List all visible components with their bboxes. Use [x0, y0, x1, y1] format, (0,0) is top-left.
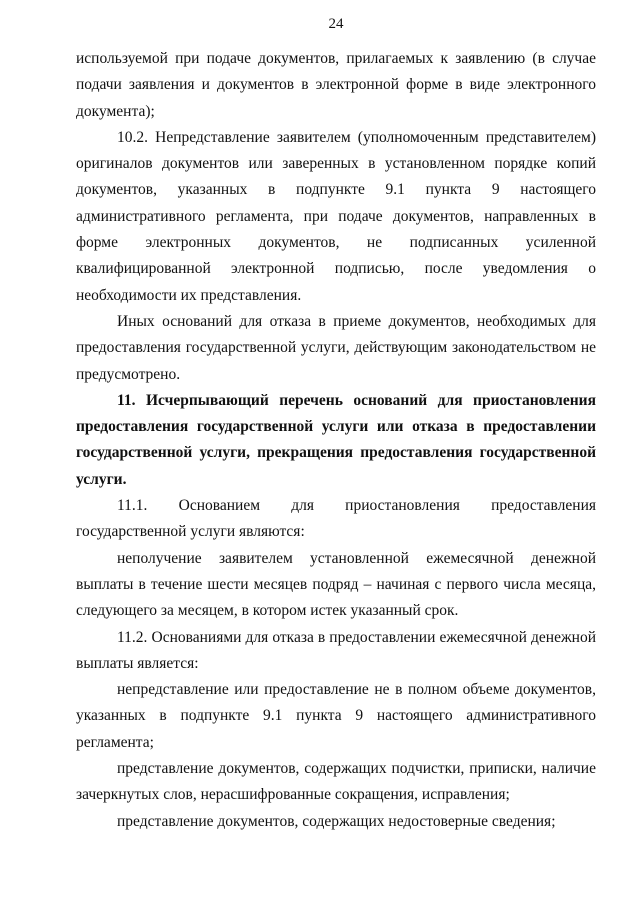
paragraph-11-2: 11.2. Основаниями для отказа в предоставлении ежемесячной денежной выплаты является: [76, 628, 596, 672]
paragraph-11-1: 11.1. Основанием для приостановления предоставления государственной услуги являются: [76, 497, 596, 541]
document-page [76, 14, 596, 835]
paragraph-refusal-ground-3: представление документов, содержащих недостоверные сведения; [117, 812, 556, 830]
page-number: 24 [328, 16, 344, 32]
paragraph-10-2: 10.2. Непредставление заявителем (уполномоченным представителем) оригиналов документов или заверенных в установленном порядке копий документов, указанных в подпункте 9.1 пункта 9 настоящего административного регламента, при подаче документов, направленных в форме электронных документов, не подписанных усиленной квалифицированной электронной подписью, после уведомления о необходимости их представления. [76, 128, 596, 304]
paragraph-no-other-grounds: Иных оснований для отказа в приеме документов, необходимых для предоставления государственной услуги, действующим законодательством не предусмотрено. [76, 312, 596, 383]
paragraph-refusal-ground-2: представление документов, содержащих подчистки, приписки, наличие зачеркнутых слов, нерасшифрованные сокращения, исправления; [76, 760, 596, 804]
paragraph-suspension-ground: неполучение заявителем установленной ежемесячной денежной выплаты в течение шести месяцев подряд – начиная с первого числа месяца, следующего за месяцем, в котором истек указанный срок. [76, 549, 596, 620]
paragraph-continuation: используемой при подаче документов, прилагаемых к заявлению (в случае подачи заявления и документов в электронной форме в виде электронного документа); [76, 50, 596, 120]
paragraph-refusal-ground-1: непредставление или предоставление не в полном объеме документов, указанных в подпункте 9.1 пункта 9 настоящего административного регламента; [76, 681, 596, 751]
section-11-heading: 11. Исчерпывающий перечень оснований для приостановления предоставления государственной услуги или отказа в предоставлении государственной услуги, прекращения предоставления государственной услуги. [76, 391, 596, 488]
